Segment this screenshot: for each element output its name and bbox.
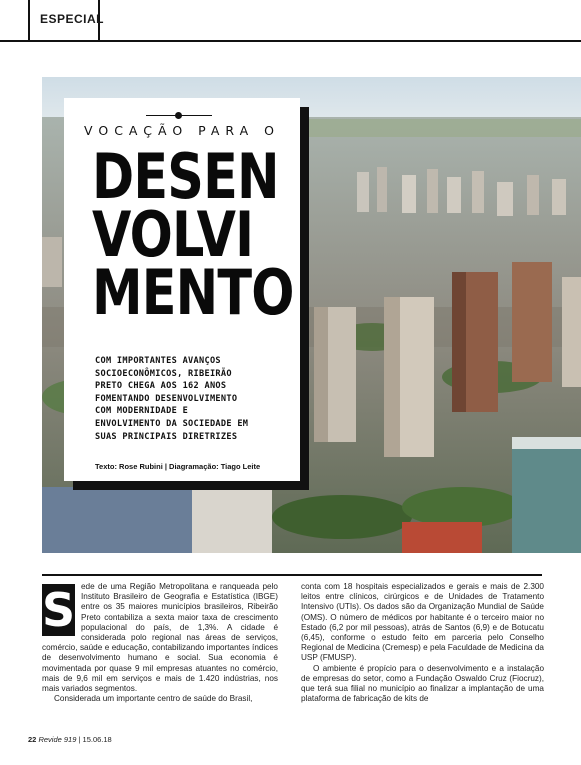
deck-line: SUAS PRINCIPAIS DIRETRIZES: [95, 431, 238, 442]
headline-line-2: VOLVI: [92, 198, 254, 271]
page-header: [0, 0, 581, 42]
header-rule: [0, 40, 581, 42]
hero-kicker: VOCAÇÃO PARA O: [84, 123, 280, 138]
article-column-1: [42, 582, 278, 704]
hero-title-card: [64, 98, 300, 481]
paragraph: O ambiente é propício para o desenvolvimento e a instalação de empresas do setor, como a Fundação Oswaldo Cruz (Fiocruz), que terá sua filial no município ao finalizar a implantação de uma plataforma de fabricação de kits de: [301, 663, 544, 704]
magazine-name: Revide 919: [38, 735, 77, 744]
page-number: 22: [28, 735, 37, 744]
headline-line-1: DESEN: [92, 140, 279, 213]
deck-line: SOCIOECONÔMICOS, RIBEIRÃO: [95, 368, 232, 379]
footer-separator: |: [78, 735, 83, 744]
deck-line: FOMENTANDO DESENVOLVIMENTO: [95, 393, 238, 404]
article-column-2: [301, 582, 544, 704]
paragraph: ede de uma Região Metropolitana e ranqueada pelo Instituto Brasileiro de Geografia e Estatística (IBGE) entre os 35 maiores municípios brasileiros, Ribeirão Preto contabiliza a sexta maior taxa de crescimento populacional do país, de 1,3%. A cidade é considerada polo regional nas áreas de serviços, comércio, saúde e educação, contabilizando importantes índices de desenvolvimento humano e social. Sua economia é movimentada por quase 9 mil empresas atuantes no comércio, mais de 9,6 mil em serviços e mais de 1.420 indústrias, nos mais variados segmentos.: [42, 582, 278, 694]
ornament-dot: [175, 112, 182, 119]
paragraph: Considerada um importante centro de saúde do Brasil,: [54, 694, 253, 704]
article-body: [42, 556, 581, 751]
deck-line: COM MODERNIDADE E: [95, 406, 189, 417]
deck-line: COM IMPORTANTES AVANÇOS: [95, 356, 221, 366]
issue-date: 15.06.18: [82, 735, 112, 744]
section-label: ESPECIAL: [40, 12, 105, 26]
paragraph: conta com 18 hospitais especializados e gerais e mais de 2.300 leitos entre clínicos, cirúrgicos e de Unidades de Tratamento Intensivo (UTIs). Os dados são da Organização Mundial de Saúde (OMS). O número de médicos por habitante é o terceiro maior no Estado (6,2 por mil pessoas), atrás de Santos (6,9) e de Botucatu (6,45), conforme o estudo feito em parceria pelo Conselho Regional de Medicina (Cremesp) e pela Faculdade de Medicina da USP (FMUSP).: [301, 582, 544, 663]
deck-line: ENVOLVIMENTO DA SOCIEDADE EM: [95, 418, 249, 429]
article-rule: [42, 574, 542, 576]
drop-cap: S: [42, 583, 76, 637]
page-footer: [28, 735, 112, 744]
headline-line-3: MENTO: [92, 256, 294, 329]
hero-deck: [95, 355, 295, 443]
byline-credit: Texto: Rose Rubini | Diagramação: Tiago Leite: [95, 462, 261, 471]
section-tab: [28, 0, 105, 42]
deck-line: PRETO CHEGA AOS 162 ANOS: [95, 381, 227, 392]
